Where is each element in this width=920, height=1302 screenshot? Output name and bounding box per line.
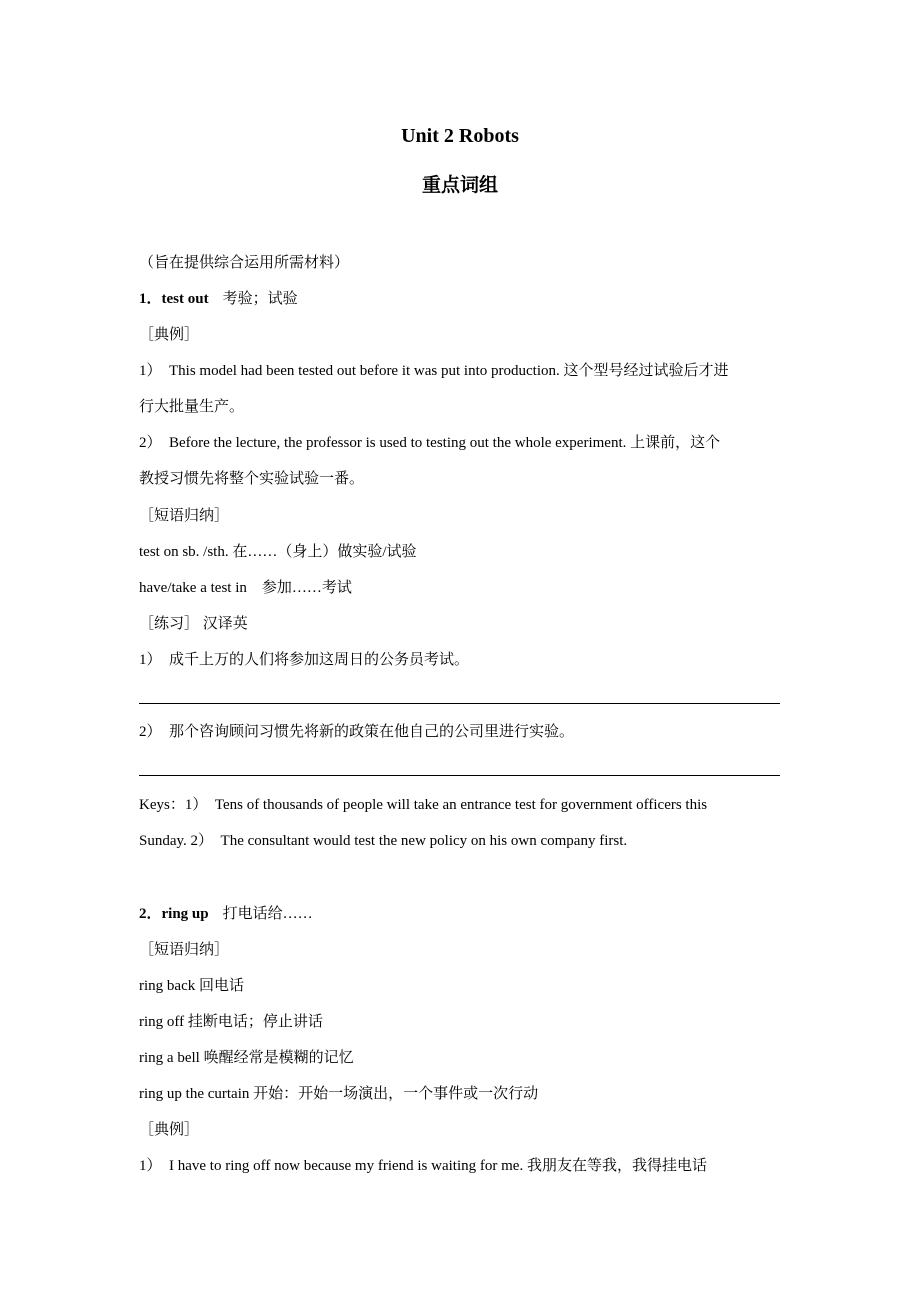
section-1-meaning: 考验；试验 bbox=[222, 291, 298, 307]
section-2-summary-1: ring back 回电话 bbox=[139, 978, 244, 994]
section-2-example-tag: ［典例］ bbox=[139, 1122, 200, 1138]
section-1-example-tag: ［典例］ bbox=[139, 327, 200, 343]
intro-note: （旨在提供综合运用所需材料） bbox=[139, 255, 350, 271]
section-2-heading bbox=[139, 904, 784, 924]
section-1-example-1-line-2: 行大批量生产。 bbox=[139, 399, 245, 415]
section-1-keys-line-2: Sunday. 2） The consultant would test the new policy on his own company first. bbox=[139, 833, 628, 849]
section-1-example-2-line-2: 教授习惯先将整个实验试验一番。 bbox=[139, 471, 365, 487]
section-2-meaning: 打电话给…… bbox=[222, 906, 313, 922]
section-1-practice-1: 1） 成千上万的人们将参加这周日的公务员考试。 bbox=[139, 652, 470, 668]
section-2-summary-2: ring off 挂断电话；停止讲话 bbox=[139, 1014, 323, 1030]
section-2-number: 2． bbox=[139, 906, 162, 922]
section-1-keys-line-1: Keys：1） Tens of thousands of people will take an entrance test for government officers this bbox=[139, 797, 708, 813]
section-1-summary-tag: ［短语归纳］ bbox=[139, 508, 230, 524]
section-1-phrase: test out bbox=[161, 291, 209, 307]
section-2-example-1-line-1: 1） I have to ring off now because my friend is waiting for me. 我朋友在等我，我得挂电话 bbox=[139, 1158, 707, 1174]
page-subtitle: 重点词组 bbox=[421, 174, 498, 196]
section-1-practice-tag: ［练习］ 汉译英 bbox=[139, 616, 248, 632]
section-1-heading bbox=[139, 289, 784, 309]
section-1-example-1-line-1: 1） This model had been tested out before it was put into production. 这个型号经过试验后才进 bbox=[139, 363, 729, 379]
section-1-summary-2: have/take a test in 参加……考试 bbox=[139, 580, 352, 596]
section-1-number: 1． bbox=[139, 291, 162, 307]
answer-line-1 bbox=[139, 703, 780, 704]
section-1-practice-2: 2） 那个咨询顾问习惯先将新的政策在他自己的公司里进行实验。 bbox=[139, 724, 575, 740]
section-2-summary-3: ring a bell 唤醒经常是模糊的记忆 bbox=[139, 1050, 354, 1066]
page-title: Unit 2 Robots bbox=[401, 125, 519, 147]
section-2-summary-tag: ［短语归纳］ bbox=[139, 942, 230, 958]
section-1-summary-1: test on sb. /sth. 在……（身上）做实验/试验 bbox=[139, 544, 417, 560]
answer-line-2 bbox=[139, 775, 780, 776]
section-2-summary-4: ring up the curtain 开始：开始一场演出，一个事件或一次行动 bbox=[139, 1086, 539, 1102]
section-2-phrase: ring up bbox=[161, 906, 209, 922]
section-1-example-2-line-1: 2） Before the lecture, the professor is used to testing out the whole experiment. 上课前，这个 bbox=[139, 435, 721, 451]
